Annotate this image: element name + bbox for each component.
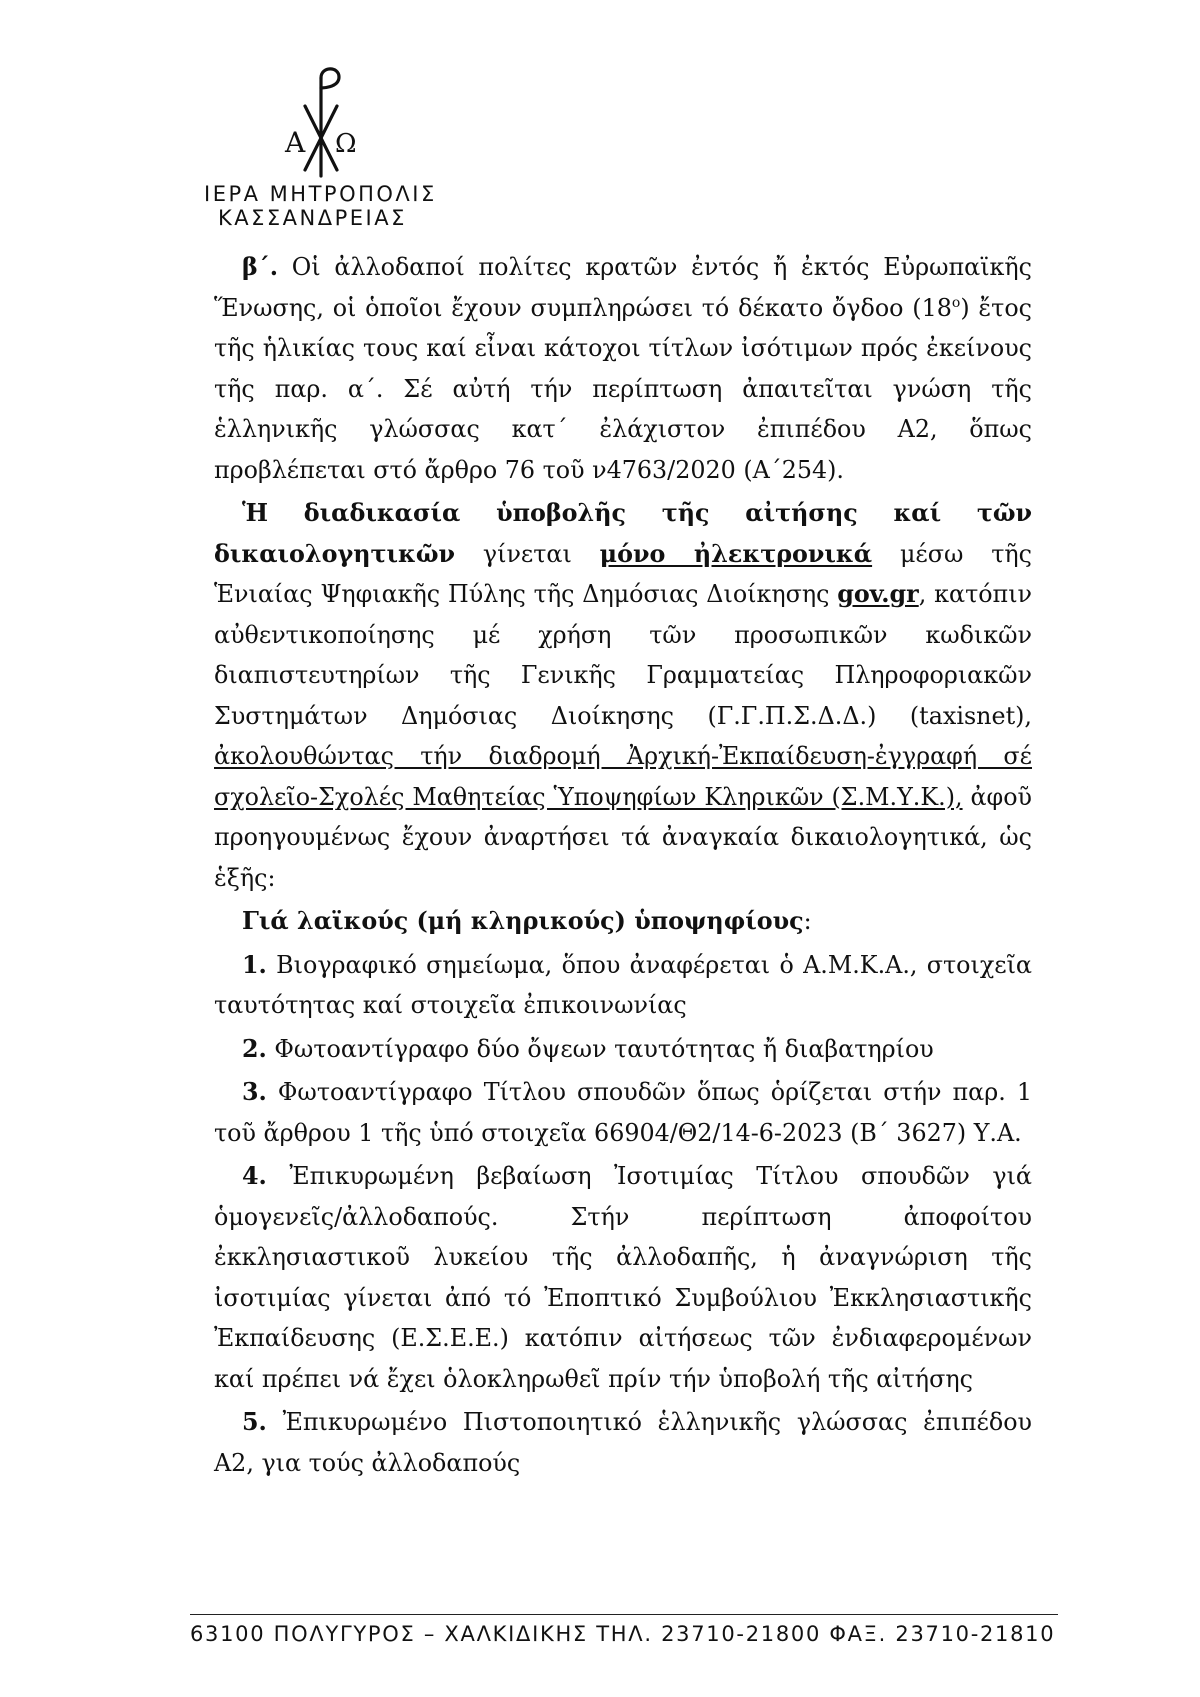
- heading-colon: :: [803, 907, 812, 935]
- ordinal-superscript: ο: [951, 294, 961, 311]
- paragraph-text-cont: ) ἔτος τῆς ἡλικίας τους καί εἶναι κάτοχοι τίτλων ἰσότιμων πρός ἐκείνους τῆς παρ. α΄. Σέ αὐτή τήν περίπτωση ἀπαιτεῖται γνώση τῆς ἑλληνικῆς γλώσσας κατ΄ ἐλάχιστον ἐπιπέδου Α2, ὅπως προβλέπεται στό ἄρθρο 76 τοῦ ν4763/2020 (Α΄254).: [214, 293, 1032, 484]
- footer-divider: [190, 1614, 1058, 1615]
- item-text: Φωτοαντίγραφο Τίτλου σπουδῶν ὅπως ὁρίζεται στήν παρ. 1 τοῦ ἄρθρου 1 τῆς ὑπό στοιχεῖα 66904/Θ2/14-6-2023 (Β΄ 3627) Υ.Α.: [214, 1078, 1032, 1147]
- list-item: [214, 945, 1032, 1026]
- gov-gr-link[interactable]: gov.gr: [837, 580, 919, 608]
- procedure-text-1: γίνεται: [455, 539, 600, 568]
- item-text: Φωτοαντίγραφο δύο ὄψεων ταυτότητας ἤ διαβατηρίου: [266, 1034, 934, 1063]
- procedure-bold-intro: Ἡ διαδικασία ὑποβολῆς τῆς αἰτήσης καί τῶν δικαιολογητικῶν: [214, 499, 1032, 568]
- procedure-text-3: , κατόπιν αὐθεντικοποίησης μέ χρήση τῶν προσωπικῶν κωδικῶν διαπιστευτηρίων τῆς Γενικῆς Γραμματείας Πληροφοριακῶν Συστημάτων Δημόσιας Διοίκησης (Γ.Γ.Π.Σ.Δ.Δ.) (taxisnet),: [214, 580, 1032, 730]
- list-item: [214, 1402, 1032, 1483]
- navigation-path: ἀκολουθώντας τήν διαδρομή Ἀρχική-Ἐκπαίδευση-ἐγγραφή σέ σχολεῖο-Σχολές Μαθητείας Ὑποψηφίων Κληρικῶν (Σ.Μ.Υ.Κ.),: [214, 742, 1032, 811]
- procedure-text-4: ἀφοῦ προηγουμένως ἔχουν ἀναρτήσει τά ἀναγκαία δικαιολογητικά, ὡς ἑξῆς:: [214, 782, 1033, 892]
- paragraph-foreign-citizens: [214, 247, 1032, 490]
- chi-rho-monogram-icon: [281, 64, 361, 182]
- paragraph-text: Οἱ ἀλλοδαποί πολίτες κρατῶν ἐντός ἤ ἐκτός Εὐρωπαϊκῆς Ἕνωσης, οἱ ὁποῖοι ἔχουν συμπληρώσει τό δέκατο ὄγδοο (18: [214, 253, 1032, 322]
- item-number: 4.: [242, 1162, 267, 1190]
- item-number: 1.: [242, 950, 267, 979]
- alpha-letter: Α: [285, 126, 306, 159]
- footer-contact: 63100 ΠΟΛΥΓΥΡΟΣ – ΧΑΛΚΙΔΙΚΗΣ ΤΗΛ. 23710-21800 ΦΑΞ. 23710-21810: [190, 1622, 1056, 1646]
- paragraph-procedure: [214, 493, 1032, 898]
- item-number: 2.: [242, 1034, 267, 1063]
- procedure-text-2: μέσω τῆς Ἑνιαίας Ψηφιακῆς Πύλης τῆς Δημόσιας Διοίκησης: [214, 539, 1032, 608]
- org-name-line-1: ΙΕΡΑ ΜΗΤΡΟΠΟΛΙΣ: [204, 182, 437, 206]
- item-text: Ἐπικυρωμένη βεβαίωση Ἰσοτιμίας Τίτλου σπουδῶν γιά ὁμογενεῖς/ἀλλοδαπούς. Στήν περίπτωση ἀποφοίτου ἐκκλησιαστικοῦ λυκείου τῆς ἀλλοδαπῆς, ἡ ἀναγνώριση τῆς ἰσοτιμίας γίνεται ἀπό τό Ἐποπτικό Συμβούλιου Ἐκκλησιαστικῆς Ἐκπαίδευσης (Ε.Σ.Ε.Ε.) κατόπιν αἰτήσεως τῶν ἐνδιαφερομένων καί πρέπει νά ἔχει ὁλοκληρωθεῖ πρίν τήν ὑποβολή τῆς αἰτήσης: [214, 1162, 1032, 1393]
- lay-candidates-heading: [214, 901, 1032, 942]
- item-number: 3.: [242, 1078, 267, 1106]
- paragraph-label: β΄.: [242, 253, 278, 281]
- list-item: [214, 1072, 1032, 1153]
- heading-text: Γιά λαϊκούς (μή κληρικούς) ὑποψηφίους: [242, 907, 804, 935]
- electronic-only-emphasis: μόνο ἠλεκτρονικά: [599, 539, 873, 568]
- item-text: Βιογραφικό σημείωμα, ὅπου ἀναφέρεται ὁ Α.Μ.Κ.Α., στοιχεῖα ταυτότητας καί στοιχεῖα ἐπικοινωνίας: [214, 950, 1032, 1019]
- list-item: [214, 1029, 1032, 1070]
- omega-letter: Ω: [335, 129, 357, 159]
- item-text: Ἐπικυρωμένο Πιστοποιητικό ἑλληνικῆς γλώσσας ἐπιπέδου Α2, για τούς ἀλλοδαπούς: [214, 1408, 1032, 1477]
- document-body: [214, 247, 1032, 1483]
- list-item: [214, 1156, 1032, 1399]
- item-number: 5.: [242, 1408, 267, 1436]
- org-name-line-2: ΚΑΣΣΑΝΔΡΕΙΑΣ: [218, 206, 407, 230]
